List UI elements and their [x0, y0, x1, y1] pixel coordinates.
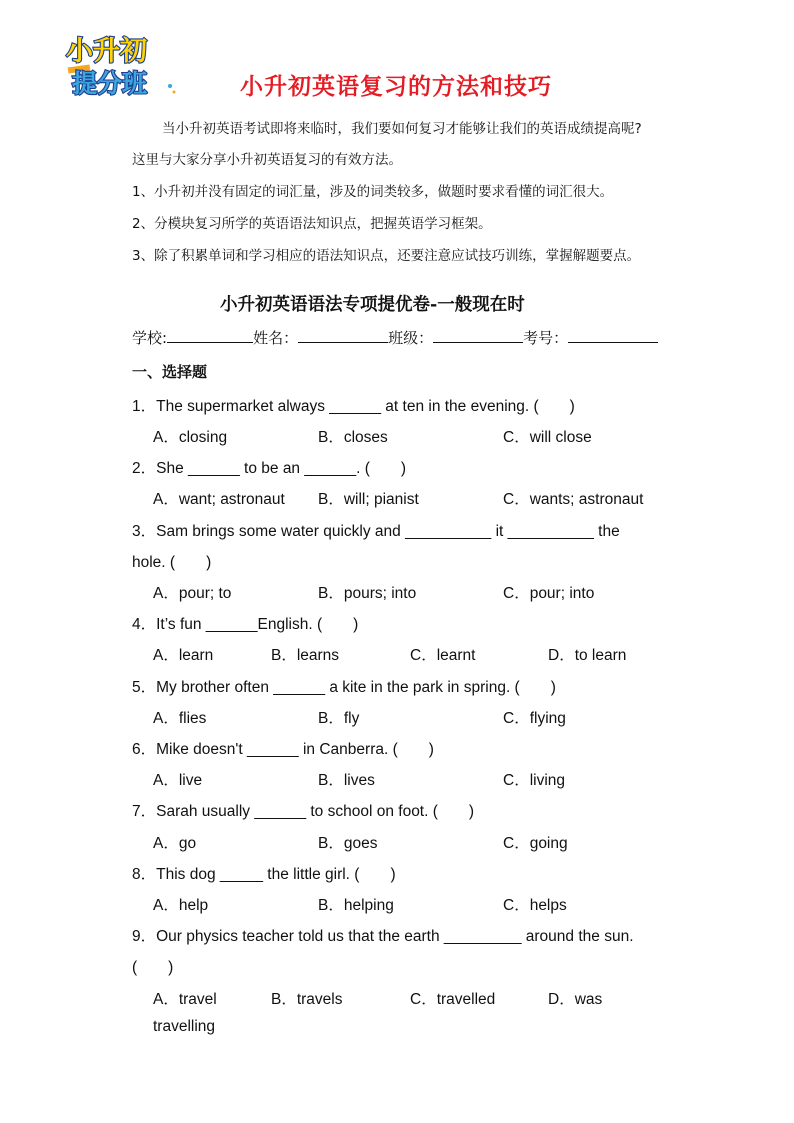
tip-2: 2、分模块复习所学的英语语法知识点，把握英语学习框架。 — [132, 216, 492, 232]
page-title: 小升初英语复习的方法和技巧 — [240, 74, 552, 100]
q6-option-a[interactable]: A．live — [153, 772, 203, 789]
q7-option-b[interactable]: B．goes — [318, 835, 378, 852]
logo-line-2: 提分班 — [72, 69, 148, 98]
question-3: 3．Sam brings some water quickly and __________ it __________ the — [132, 523, 620, 540]
q8-option-b[interactable]: B．helping — [318, 897, 394, 914]
q3-option-a[interactable]: A．pour; to — [153, 585, 232, 602]
name-blank[interactable] — [298, 328, 388, 343]
tip-3: 3、除了积累单词和学习相应的语法知识点，还要注意应试技巧训练，掌握解题要点。 — [132, 248, 641, 264]
part-title: 一、选择题 — [132, 363, 208, 381]
q9-option-d-cont: travelling — [153, 1018, 216, 1035]
q6-option-b[interactable]: B．lives — [318, 772, 375, 789]
q1-option-b[interactable]: B．closes — [318, 429, 388, 446]
question-2: 2．She ______ to be an ______. ( ) — [132, 460, 407, 477]
q8-option-c[interactable]: C．helps — [503, 897, 567, 914]
q3-option-c[interactable]: C．pour; into — [503, 585, 595, 602]
question-7: 7．Sarah usually ______ to school on foot. ( ) — [132, 803, 475, 820]
q5-option-c[interactable]: C．flying — [503, 710, 566, 727]
q3-option-b[interactable]: B．pours; into — [318, 585, 417, 602]
question-1: 1．The supermarket always ______ at ten in the evening. ( ) — [132, 398, 575, 415]
intro-line-1: 当小升初英语考试即将来临时，我们要如何复习才能够让我们的英语成绩提高呢? — [162, 121, 642, 137]
q1-option-c[interactable]: C．will close — [503, 429, 592, 446]
school-label: 学校: — [132, 329, 168, 347]
intro-line-2: 这里与大家分享小升初英语复习的有效方法。 — [132, 152, 402, 168]
school-blank[interactable] — [167, 328, 253, 343]
question-4: 4．It’s fun ______English. ( ) — [132, 616, 359, 633]
q2-option-c[interactable]: C．wants; astronaut — [503, 491, 644, 508]
q9-option-c[interactable]: C．travelled — [410, 991, 496, 1008]
q1-option-a[interactable]: A．closing — [153, 429, 228, 446]
exam-title: 小升初英语语法专项提优卷-一般现在时 — [220, 295, 525, 315]
q9-option-a[interactable]: A．travel — [153, 991, 217, 1008]
tip-1: 1、小升初并没有固定的词汇量，涉及的词类较多，做题时要求看懂的词汇很大。 — [132, 184, 614, 200]
class-blank[interactable] — [433, 328, 523, 343]
q5-option-a[interactable]: A．flies — [153, 710, 207, 727]
q4-option-d[interactable]: D．to learn — [548, 647, 627, 664]
q7-option-c[interactable]: C．going — [503, 835, 568, 852]
question-5: 5．My brother often ______ a kite in the park in spring. ( ) — [132, 679, 556, 696]
q2-option-a[interactable]: A．want; astronaut — [153, 491, 285, 508]
question-9: 9．Our physics teacher told us that the earth _________ around the sun. — [132, 928, 634, 945]
question-6: 6．Mike doesn't ______ in Canberra. ( ) — [132, 741, 434, 758]
question-9-cont: ( ) — [132, 959, 174, 976]
q4-option-a[interactable]: A．learn — [153, 647, 214, 664]
student-info-row — [132, 327, 658, 348]
q9-option-b[interactable]: B．travels — [271, 991, 343, 1008]
q8-option-a[interactable]: A．help — [153, 897, 209, 914]
number-label: 考号： — [523, 329, 569, 347]
logo — [62, 30, 180, 100]
question-8: 8．This dog _____ the little girl. ( ) — [132, 866, 396, 883]
q6-option-c[interactable]: C．living — [503, 772, 566, 789]
q5-option-b[interactable]: B．fly — [318, 710, 360, 727]
name-label: 姓名： — [253, 329, 299, 347]
q4-option-b[interactable]: B．learns — [271, 647, 340, 664]
number-blank[interactable] — [568, 328, 658, 343]
q9-option-d[interactable]: D．was — [548, 991, 603, 1008]
question-3-cont: hole. ( ) — [132, 554, 212, 571]
logo-line-1: 小升初 — [66, 36, 147, 67]
q4-option-c[interactable]: C．learnt — [410, 647, 476, 664]
q2-option-b[interactable]: B．will; pianist — [318, 491, 419, 508]
class-label: 班级： — [388, 329, 434, 347]
q7-option-a[interactable]: A．go — [153, 835, 197, 852]
